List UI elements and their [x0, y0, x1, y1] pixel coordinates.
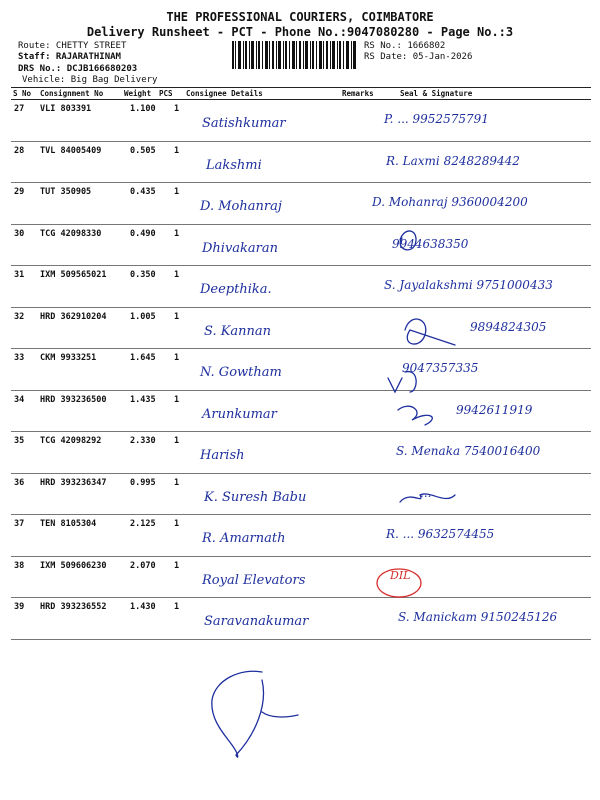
- row-seal-signature: R. ... 9632574455: [386, 527, 495, 541]
- row-seal-signature: R. Laxmi 8248289442: [386, 153, 520, 168]
- row-consignee-signature: Deepthika.: [200, 282, 272, 297]
- row-divider: [11, 514, 591, 515]
- row-consignment: HRD 393236552: [40, 602, 107, 612]
- row-divider: [11, 473, 591, 474]
- row-weight: 0.490: [130, 228, 156, 239]
- row-divider: [11, 224, 591, 225]
- row-weight: 2.070: [130, 560, 156, 571]
- row-seal-signature: S. Menaka 7540016400: [396, 444, 541, 458]
- row-weight: 0.350: [130, 270, 156, 280]
- row-consignee-signature: R. Amarnath: [202, 531, 286, 546]
- col-consignee: Consignee Details: [186, 89, 263, 98]
- row-consignee-signature: Harish: [200, 448, 245, 463]
- row-sno: 28: [14, 145, 25, 156]
- row-consignment: VLI 803391: [40, 104, 92, 114]
- row-seal-signature: DIL: [390, 568, 411, 582]
- page-title: THE PROFESSIONAL COURIERS, COIMBATORE: [166, 10, 434, 24]
- row-divider: [11, 556, 591, 557]
- row-divider: [11, 265, 591, 266]
- row-consignment: TVL 84005409: [40, 145, 102, 156]
- row-pcs: 1: [174, 394, 180, 405]
- rs-number: RS No.: 1666802: [364, 41, 446, 51]
- row-weight: 1.645: [130, 353, 156, 363]
- row-weight: 0.995: [130, 477, 156, 488]
- row-consignee-signature: D. Mohanraj: [200, 199, 282, 214]
- row-sno: 37: [14, 519, 25, 529]
- drs-label: DRS No.: DCJB166680203: [18, 64, 138, 74]
- row-consignee-signature: Saravanakumar: [204, 614, 309, 629]
- row-weight: 1.005: [130, 311, 156, 322]
- row-seal-signature: P. ... 9952575791: [384, 112, 489, 126]
- row-divider: [11, 390, 591, 391]
- row-consignment: HRD 362910204: [40, 311, 107, 322]
- row-weight: 1.100: [130, 104, 156, 114]
- row-divider: [11, 597, 591, 598]
- row-seal-signature: 9894824305: [470, 319, 547, 334]
- row-consignment: TCG 42098330: [40, 228, 102, 239]
- row-consignee-signature: K. Suresh Babu: [204, 489, 307, 505]
- rs-date: RS Date: 05-Jan-2026: [364, 52, 473, 62]
- row-weight: 0.435: [130, 187, 156, 197]
- row-pcs: 1: [174, 560, 180, 571]
- page-subtitle: Delivery Runsheet - PCT - Phone No.:9047080280 - Page No.:3: [86, 25, 514, 39]
- col-seal: Seal & Signature: [400, 89, 473, 98]
- row-sno: 39: [14, 602, 25, 612]
- row-seal-signature: 9944638350: [392, 236, 469, 251]
- row-consignee-signature: N. Gowtham: [200, 365, 282, 380]
- row-weight: 1.430: [130, 602, 156, 612]
- row-weight: 1.435: [130, 394, 156, 405]
- row-sno: 36: [14, 477, 25, 488]
- row-divider: [11, 141, 591, 142]
- barcode: [232, 41, 356, 69]
- row-seal-signature: D. Mohanraj 9360004200: [372, 195, 528, 209]
- route-label: Route: CHETTY STREET: [18, 41, 127, 51]
- row-consignment: HRD 393236500: [40, 394, 107, 405]
- row-consignee-signature: Lakshmi: [206, 157, 262, 173]
- row-consignee-signature: Royal Elevators: [202, 572, 306, 588]
- col-sno: S No: [13, 89, 32, 98]
- row-consignee-signature: S. Kannan: [204, 323, 272, 339]
- row-divider: [11, 182, 591, 183]
- row-divider: [11, 431, 591, 432]
- row-sno: 29: [14, 187, 25, 197]
- row-sno: 38: [14, 560, 25, 571]
- row-sno: 34: [14, 394, 25, 405]
- row-pcs: 1: [174, 602, 180, 612]
- header-bottom-rule: [11, 99, 591, 100]
- col-consignment: Consignment No: [40, 89, 104, 98]
- row-sno: 30: [14, 228, 25, 239]
- row-pcs: 1: [174, 477, 180, 488]
- row-pcs: 1: [174, 228, 180, 239]
- row-consignment: TCG 42098292: [40, 436, 102, 446]
- row-consignment: IXM 509606230: [40, 560, 107, 571]
- row-weight: 0.505: [130, 145, 156, 156]
- row-consignee-signature: Satishkumar: [202, 116, 286, 131]
- row-pcs: 1: [174, 270, 180, 280]
- row-pcs: 1: [174, 187, 180, 197]
- row-divider: [11, 307, 591, 308]
- row-sno: 35: [14, 436, 25, 446]
- row-seal-signature: 9047357335: [402, 361, 479, 375]
- row-sno: 33: [14, 353, 25, 363]
- header-top-rule: [11, 87, 591, 88]
- row-pcs: 1: [174, 145, 180, 156]
- row-consignment: CKM 9933251: [40, 353, 97, 363]
- col-pcs: PCS: [159, 89, 173, 98]
- row-weight: 2.330: [130, 436, 156, 446]
- staff-label: Staff: RAJARATHINAM: [18, 52, 121, 62]
- row-seal-signature: 9942611919: [456, 402, 533, 417]
- row-sno: 31: [14, 270, 25, 280]
- row-pcs: 1: [174, 519, 180, 529]
- row-consignee-signature: Arunkumar: [202, 406, 277, 422]
- row-sno: 27: [14, 104, 25, 114]
- row-seal-signature: S. Manickam 9150245126: [398, 610, 558, 624]
- row-divider: [11, 639, 591, 640]
- vehicle-label: Vehicle: Big Bag Delivery: [22, 75, 158, 85]
- row-consignment: IXM 509565021: [40, 270, 107, 280]
- scribble-32: [405, 319, 455, 345]
- row-divider: [11, 348, 591, 349]
- row-weight: 2.125: [130, 519, 156, 529]
- row-pcs: 1: [174, 311, 180, 322]
- col-weight: Weight: [124, 89, 152, 98]
- row-consignment: TEN 8105304: [40, 519, 97, 529]
- row-pcs: 1: [174, 436, 180, 446]
- row-consignee-signature: Dhivakaran: [202, 240, 279, 256]
- row-seal-signature: ...: [420, 485, 432, 500]
- row-sno: 32: [14, 311, 25, 322]
- col-remarks: Remarks: [342, 89, 374, 98]
- row-pcs: 1: [174, 353, 180, 363]
- row-consignment: TUT 350905: [40, 187, 92, 197]
- row-consignment: HRD 393236347: [40, 477, 107, 488]
- bottom-signature: [212, 671, 298, 757]
- row-pcs: 1: [174, 104, 180, 114]
- row-seal-signature: S. Jayalakshmi 9751000433: [384, 278, 553, 292]
- scribble-34: [398, 406, 432, 425]
